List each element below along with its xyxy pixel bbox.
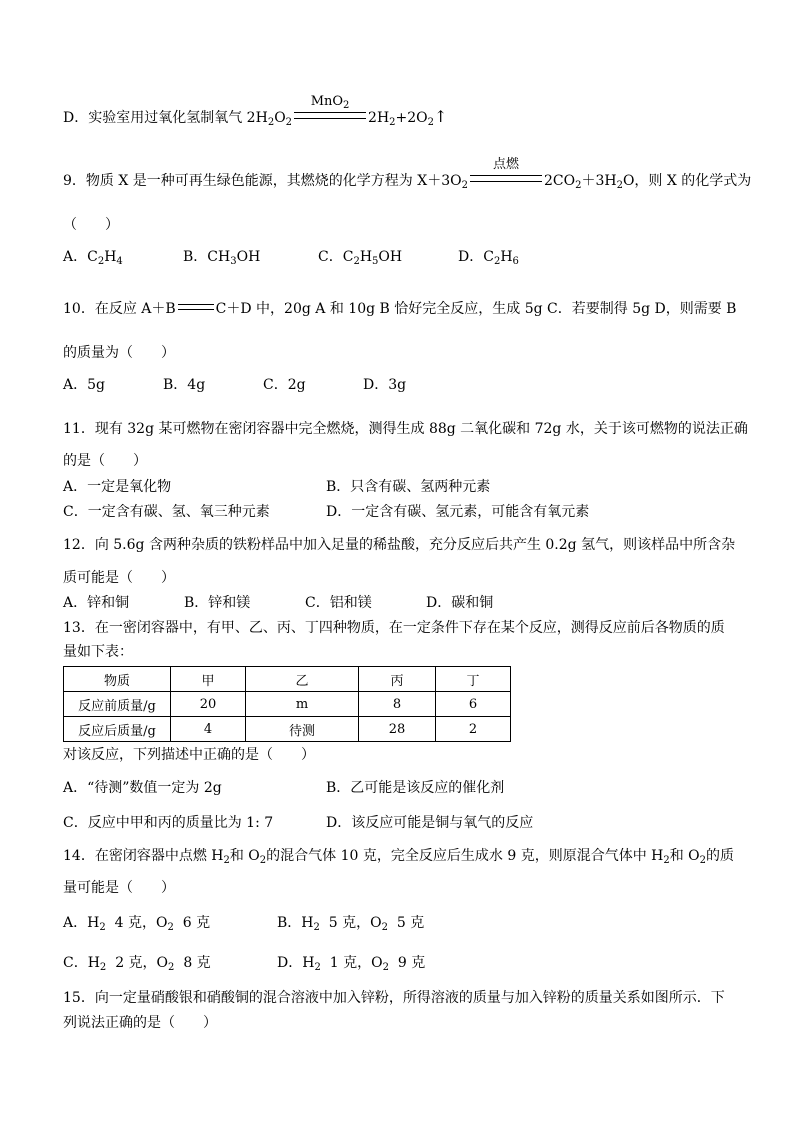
table-cell: 6 — [436, 692, 511, 717]
question-13-prompt: 对该反应，下列描述中正确的是（ ） — [63, 747, 315, 763]
option-b: B．锌和镁 — [184, 595, 251, 611]
option-a: A．$H_2$ 4 克，$O_2$ 6 克 — [63, 915, 211, 933]
table-row — [64, 717, 511, 742]
table-cell: 反应前质量/g — [64, 692, 171, 717]
option-a: A．锌和铜 — [63, 595, 130, 611]
table-header: 甲 — [171, 667, 246, 692]
option-d: D．$C_2H_6$ — [458, 249, 519, 267]
option-b: B．乙可能是该反应的催化剂 — [326, 780, 505, 796]
option-a: A．一定是氧化物 — [63, 479, 172, 495]
table-cell: 28 — [359, 717, 436, 742]
option-c: C．2g — [263, 377, 306, 393]
table-header: 丙 — [359, 667, 436, 692]
table-cell: 待测 — [246, 717, 359, 742]
question-10: 10．在反应 A＋B C＋D 中，20g A 和 10g B 恰好完全反应，生成 5g C．若要制得 5g D，则需要 B — [63, 301, 737, 317]
option-d: D．碳和铜 — [426, 595, 494, 611]
table-cell: 2 — [436, 717, 511, 742]
table-cell: 反应后质量/g — [64, 717, 171, 742]
option-c: C．$C_2H_5OH$ — [318, 249, 403, 267]
question-15-cont: 列说法正确的是（ ） — [63, 1015, 217, 1031]
option-d: D．一定含有碳、氢元素，可能含有氧元素 — [326, 504, 590, 520]
option-b: B．$CH_3OH$ — [183, 249, 261, 267]
option-b: B．只含有碳、氢两种元素 — [326, 479, 491, 495]
table-row — [64, 692, 511, 717]
table-cell: 8 — [359, 692, 436, 717]
reaction-condition: MnO$_2$ — [294, 109, 366, 127]
option-a: A．“待测”数值一定为 2g — [63, 780, 222, 796]
reaction-condition: 点燃 — [470, 172, 542, 190]
question-14-cont: 量可能是（ ） — [63, 880, 175, 896]
question-13-cont: 量如下表： — [63, 644, 133, 660]
question-15: 15．向一定量硝酸银和硝酸铜的混合溶液中加入锌粉，所得溶液的质量与加入锌粉的质量关系如图所示．下 — [63, 990, 725, 1006]
option-b: B．4g — [163, 377, 206, 393]
option-c: C．反应中甲和丙的质量比为 1: 7 — [63, 815, 274, 831]
option-d-line: D．实验室用过氧化氢制氧气 $2H_2O_2$ MnO$_2$ $2H_2+2O_2↑$ — [63, 94, 448, 128]
question-10-cont: 的质量为（ ） — [63, 345, 175, 361]
question-12-cont: 质可能是（ ） — [63, 570, 175, 586]
table-header-row — [64, 667, 511, 692]
question-12: 12．向 5.6g 含两种杂质的铁粉样品中加入足量的稀盐酸，充分反应后共产生 0.2g 氢气，则该样品中所含杂 — [63, 537, 736, 553]
table-cell: 20 — [171, 692, 246, 717]
answer-paren: （ ） — [63, 217, 119, 233]
table-cell: 4 — [171, 717, 246, 742]
table-header: 乙 — [246, 667, 359, 692]
table-header: 物质 — [64, 667, 171, 692]
option-d: D．3g — [363, 377, 407, 393]
option-a: A．$C_2H_4$ — [63, 249, 123, 267]
option-a: A．5g — [63, 377, 105, 393]
table-cell: m — [246, 692, 359, 717]
question-14: 14．在密闭容器中点燃 $H_2$和 $O_2$的混合气体 10 克，完全反应后生成水 9 克，则原混合气体中 $H_2$和 $O_2$的质 — [63, 848, 735, 866]
option-c: C．铝和镁 — [305, 595, 372, 611]
option-b: B．$H_2$ 5 克，$O_2$ 5 克 — [277, 915, 425, 933]
option-d: D．该反应可能是铜与氧气的反应 — [326, 815, 534, 831]
question-11: 11．现有 32g 某可燃物在密闭容器中完全燃烧，测得生成 88g 二氧化碳和 72g 水，关于该可燃物的说法正确 — [63, 421, 748, 437]
question-11-cont: 的是（ ） — [63, 453, 147, 469]
question-13: 13．在一密闭容器中，有甲、乙、丙、丁四种物质，在一定条件下存在某个反应，测得反应前后各物质的质 — [63, 620, 725, 636]
table-header: 丁 — [436, 667, 511, 692]
option-d: D．$H_2$ 1 克，$O_2$ 9 克 — [277, 955, 426, 973]
mass-table — [63, 666, 511, 742]
option-c: C．$H_2$ 2 克，$O_2$ 8 克 — [63, 955, 211, 973]
question-9: 9．物质 X 是一种可再生绿色能源，其燃烧的化学方程为 $X+3O_2$ 点燃 $2CO_2+3H_2O$，则 X 的化学式为 — [63, 157, 752, 191]
option-c: C．一定含有碳、氢、氧三种元素 — [63, 504, 270, 520]
